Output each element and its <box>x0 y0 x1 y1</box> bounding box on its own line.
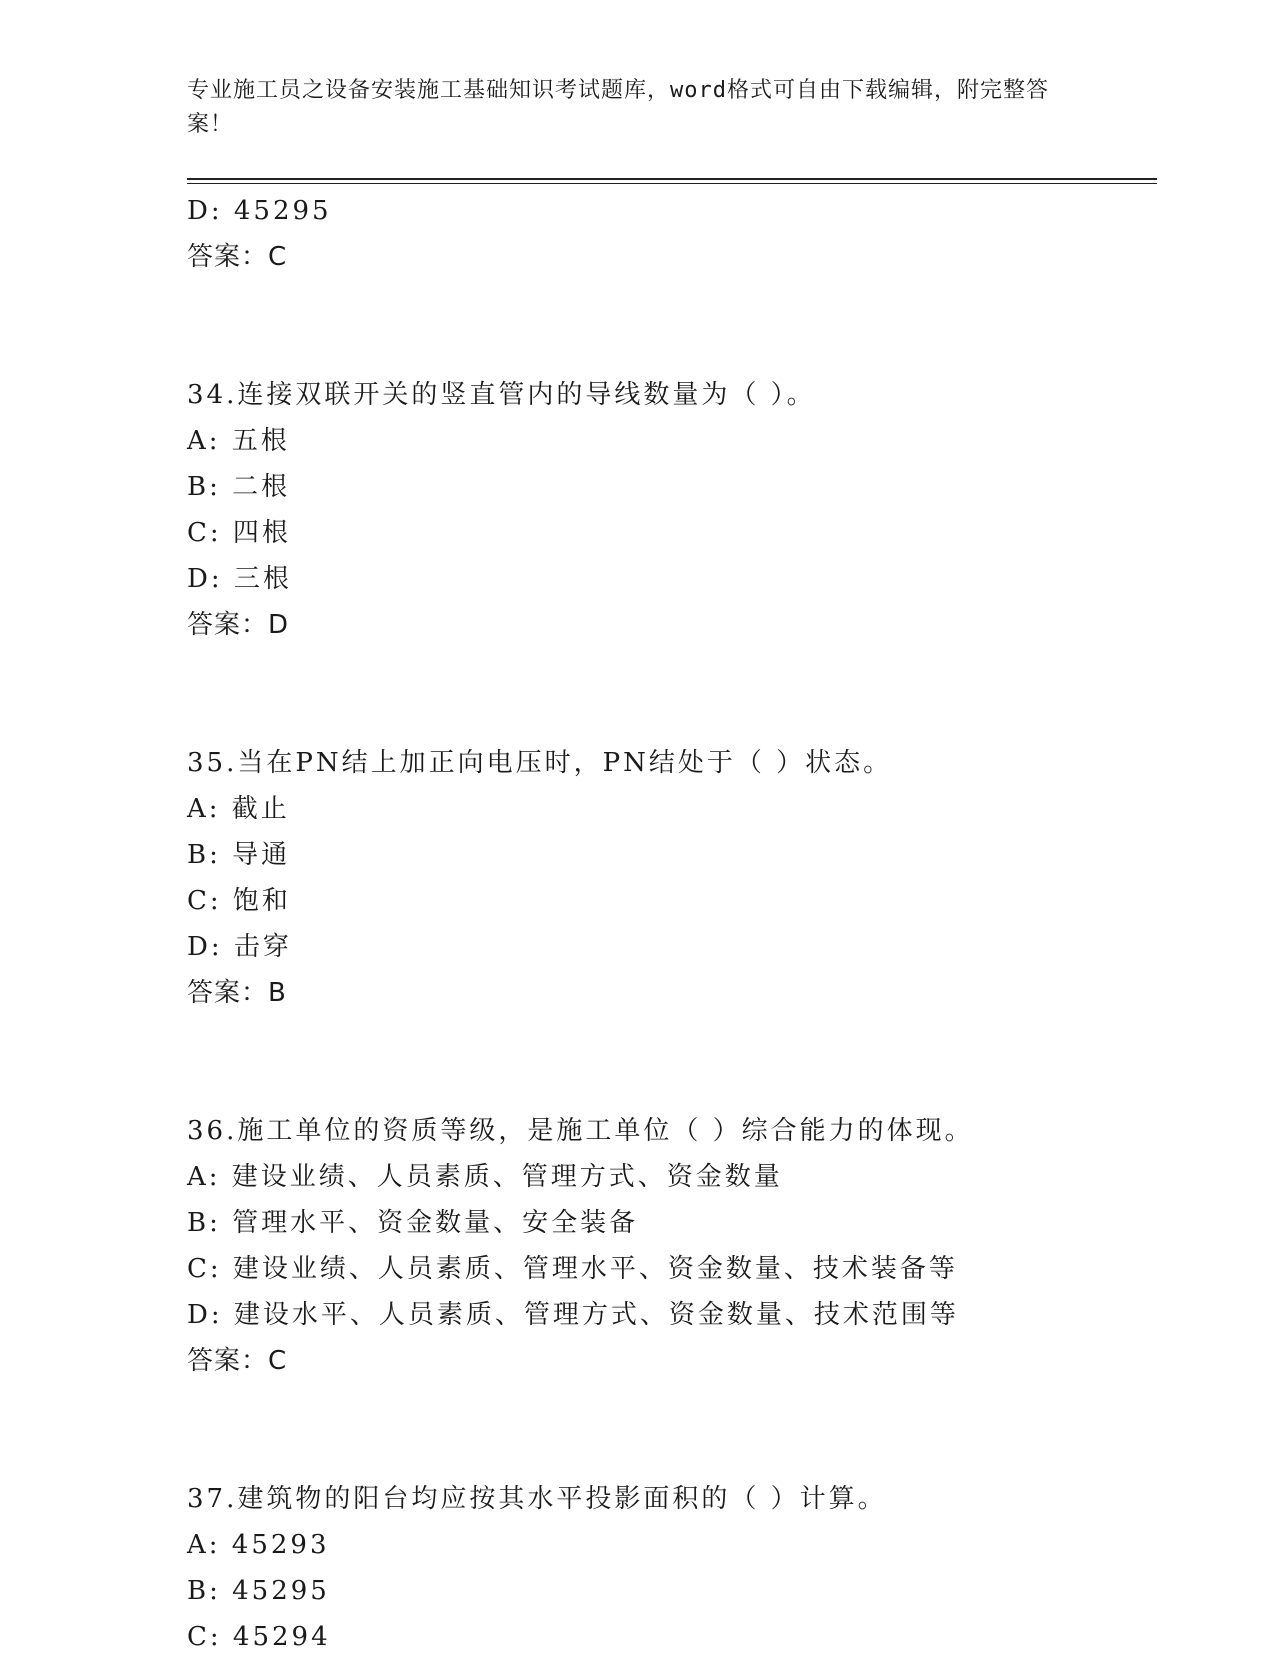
option-a: A: 五根 <box>187 426 290 456</box>
answer-text: 答案：C <box>187 1346 288 1376</box>
question-list <box>187 188 1167 1660</box>
question-35 <box>187 740 1167 1016</box>
header-divider-thin <box>187 183 1157 184</box>
option-d: D: 建设水平、人员素质、管理方式、资金数量、技术范围等 <box>187 1300 959 1330</box>
header-divider <box>187 178 1157 180</box>
option-a: A: 建设业绩、人员素质、管理方式、资金数量 <box>187 1162 783 1192</box>
option-b: B: 管理水平、资金数量、安全装备 <box>187 1208 639 1238</box>
question-36 <box>187 1108 1167 1384</box>
option-b: B: 45295 <box>187 1576 330 1606</box>
question-stem: 35.当在PN结上加正向电压时，PN结处于（ ）状态。 <box>187 748 893 778</box>
page-header: 专业施工员之设备安装施工基础知识考试题库，word格式可自由下载编辑，附完整答案！ <box>187 78 1049 137</box>
option-d: D: 45295 <box>187 196 332 226</box>
option-d: D: 三根 <box>187 564 292 594</box>
option-b: B: 导通 <box>187 840 291 870</box>
option-b: B: 二根 <box>187 472 291 502</box>
question-34 <box>187 372 1167 648</box>
question-stem: 37.建筑物的阳台均应按其水平投影面积的（ ）计算。 <box>187 1484 887 1514</box>
option-a: A: 45293 <box>187 1530 330 1560</box>
question-37 <box>187 1476 1167 1660</box>
option-c: C: 四根 <box>187 518 291 548</box>
option-c: C: 饱和 <box>187 886 291 916</box>
option-d: D: 击穿 <box>187 932 292 962</box>
answer-text: 答案：B <box>187 978 287 1008</box>
option-c: C: 建设业绩、人员素质、管理水平、资金数量、技术装备等 <box>187 1254 958 1284</box>
option-a: A: 截止 <box>187 794 290 824</box>
question-stem: 34.连接双联开关的竖直管内的导线数量为（ ）。 <box>187 380 816 410</box>
question-stem: 36.施工单位的资质等级，是施工单位（ ）综合能力的体现。 <box>187 1116 974 1146</box>
answer-text: 答案：C <box>187 242 288 272</box>
answer-text: 答案：D <box>187 610 290 640</box>
option-c: C: 45294 <box>187 1622 331 1652</box>
